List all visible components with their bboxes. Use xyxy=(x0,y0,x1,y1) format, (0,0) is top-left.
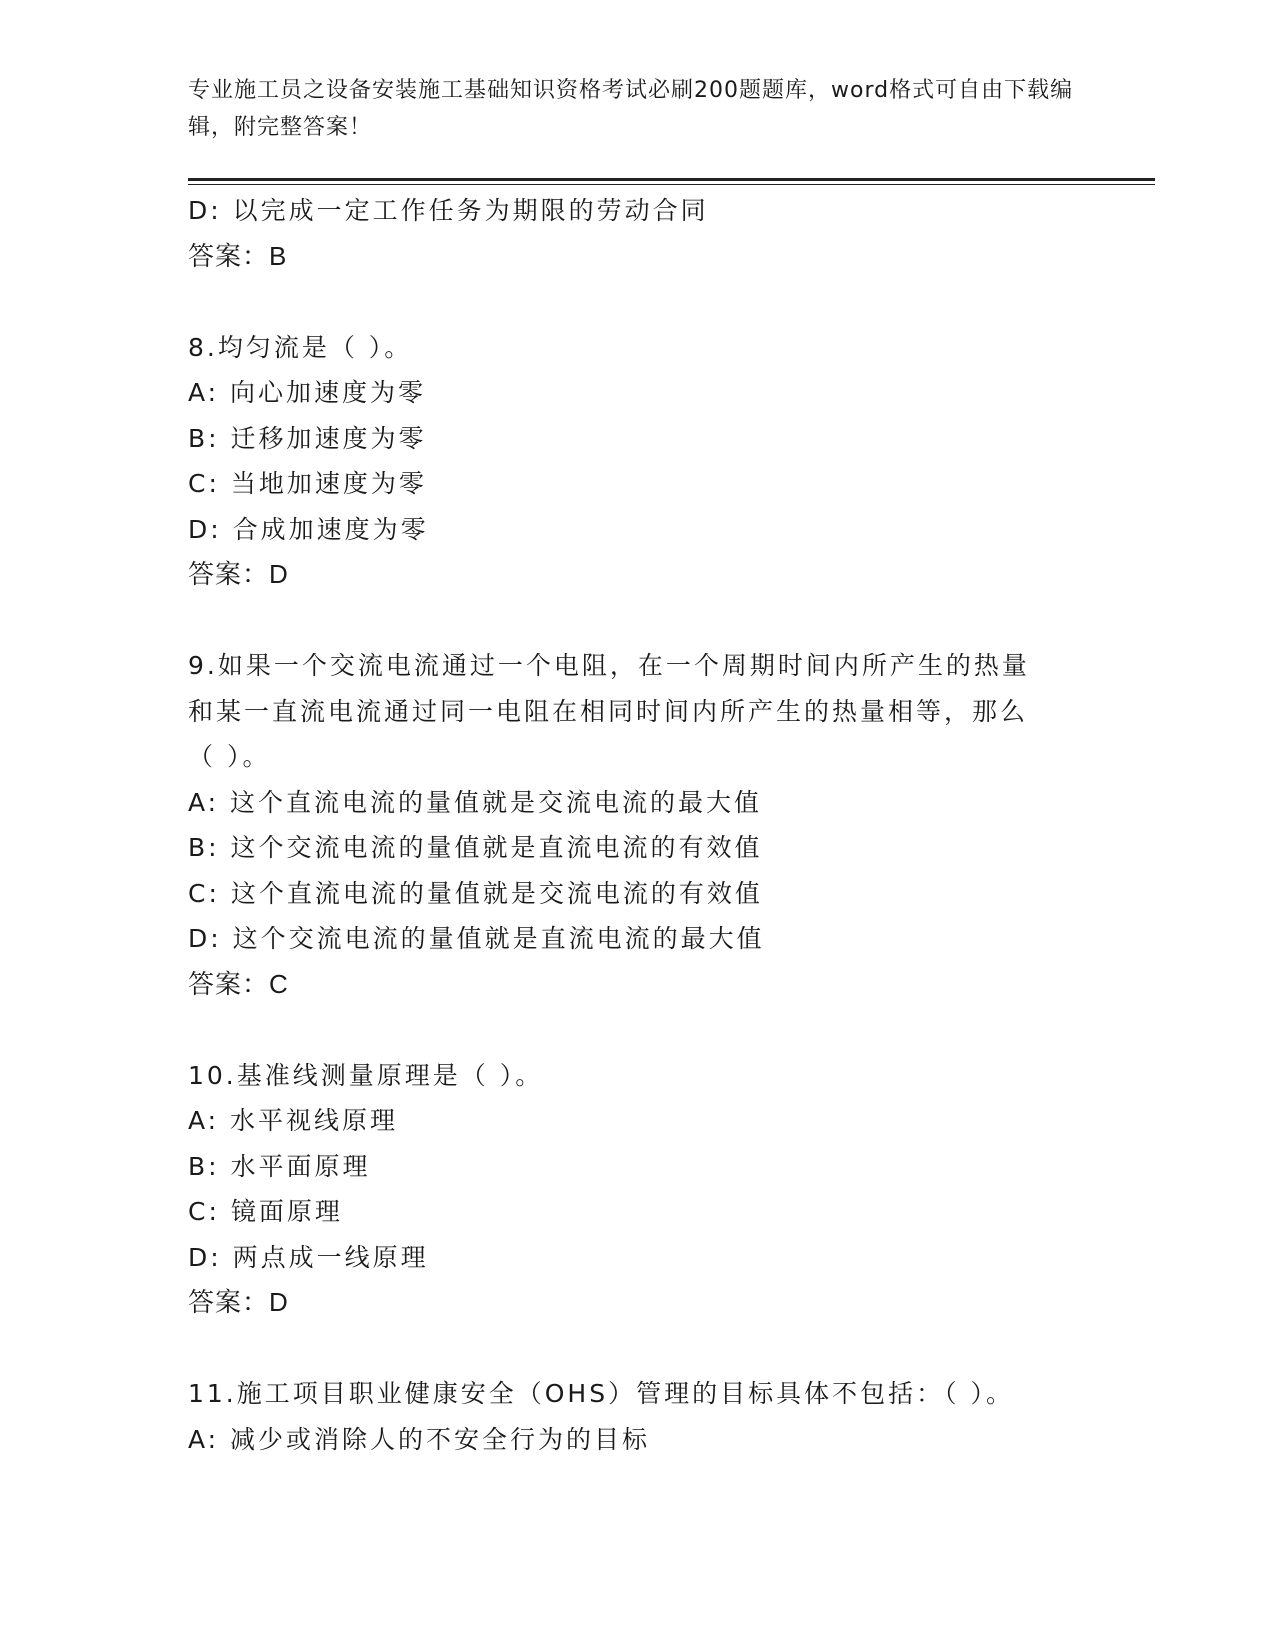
question-10 xyxy=(188,1053,1088,1326)
option-d: D: 合成加速度为零 xyxy=(188,514,429,544)
option-c: C: 镜面原理 xyxy=(188,1197,343,1226)
page-header xyxy=(188,72,1088,146)
question-stem: 11.施工项目职业健康安全（OHS）管理的目标具体不包括：（ ）。 xyxy=(188,1379,1015,1408)
option-a: A: 向心加速度为零 xyxy=(188,378,427,407)
spacer xyxy=(188,598,1088,644)
option-c: C: 当地加速度为零 xyxy=(188,469,427,498)
option-a: A: 这个直流电流的量值就是交流电流的最大值 xyxy=(188,787,763,817)
question-9 xyxy=(188,643,1088,1007)
question-stem: 10.基准线测量原理是（ ）。 xyxy=(188,1060,544,1090)
question-list xyxy=(188,188,1088,1462)
option-b: B: 水平面原理 xyxy=(188,1151,371,1181)
question-11 xyxy=(188,1371,1088,1462)
answer: 答案：C xyxy=(188,968,289,999)
answer: 答案：B xyxy=(188,240,288,271)
question-stem-line-2: 和某一直流电流通过同一电阻在相同时间内所产生的热量相等，那么 xyxy=(188,696,1029,726)
answer: 答案：D xyxy=(188,559,289,589)
question-8 xyxy=(188,325,1088,598)
spacer xyxy=(188,1326,1088,1372)
option-a: A: 减少或消除人的不安全行为的目标 xyxy=(188,1424,651,1454)
option-d: D: 这个交流电流的量值就是直流电流的最大值 xyxy=(188,924,765,953)
header-divider xyxy=(188,178,1155,185)
option-d: D: 两点成一线原理 xyxy=(188,1242,429,1272)
option-b: B: 迁移加速度为零 xyxy=(188,423,427,453)
answer: 答案：D xyxy=(188,1287,289,1317)
option-b: B: 这个交流电流的量值就是直流电流的有效值 xyxy=(188,833,763,862)
question-stem-line-3: （ ）。 xyxy=(188,742,271,771)
question-stem-line-1: 9.如果一个交流电流通过一个电阻，在一个周期时间内所产生的热量 xyxy=(188,651,1030,680)
option-a: A: 水平视线原理 xyxy=(188,1106,399,1135)
spacer xyxy=(188,279,1088,325)
option-c: C: 这个直流电流的量值就是交流电流的有效值 xyxy=(188,878,763,908)
document-title: 专业施工员之设备安装施工基础知识资格考试必刷200题题库，word格式可自由下载编辑，附完整答案！ xyxy=(188,78,1074,140)
question-stem: 8.均匀流是（ ）。 xyxy=(188,332,413,362)
option-d: D: 以完成一定工作任务为期限的劳动合同 xyxy=(188,196,709,225)
spacer xyxy=(188,1007,1088,1053)
